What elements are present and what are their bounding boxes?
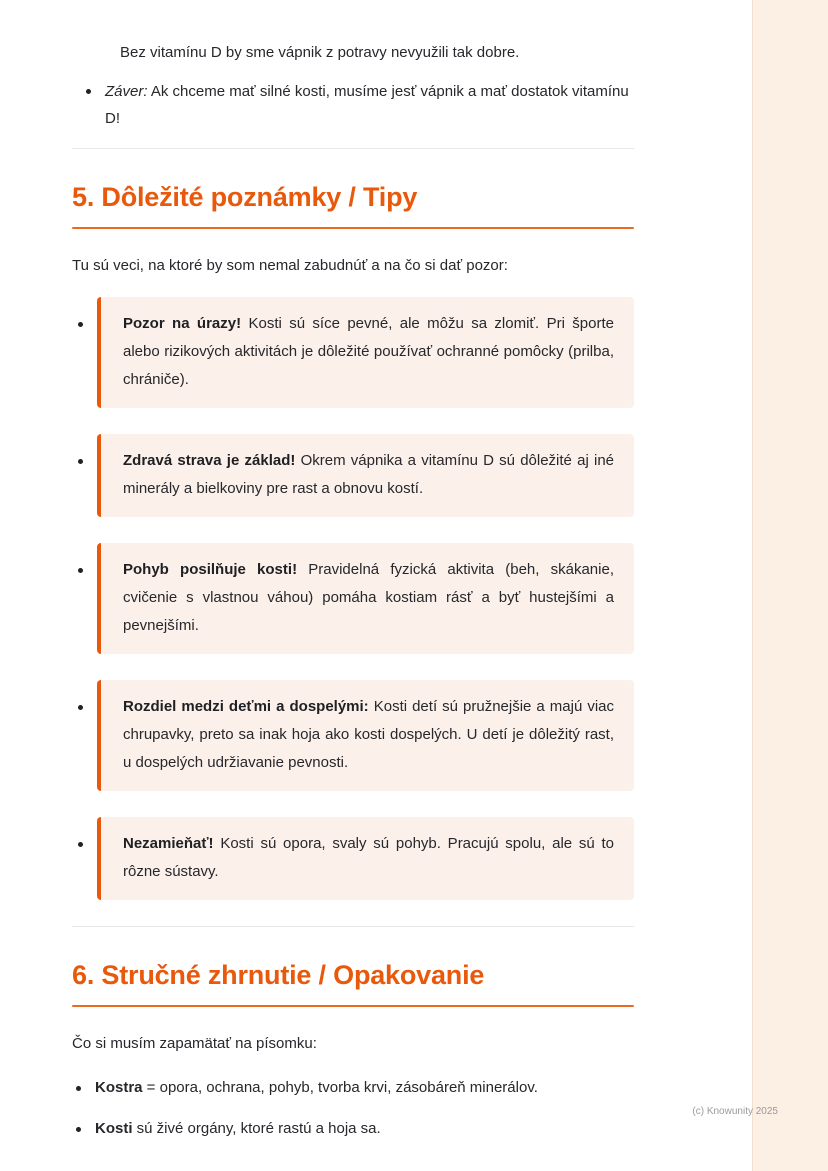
tip-callout — [97, 817, 634, 900]
bullet-dot-icon — [72, 297, 97, 408]
section6-title: 6. Stručné zhrnutie / Opakovanie — [72, 960, 485, 990]
bullet-dot-icon — [72, 817, 97, 900]
summary-bold: Kosti — [95, 1120, 133, 1137]
tip-bold: Zdravá strava je základ! — [123, 452, 296, 469]
bullet-dot-icon — [76, 1116, 95, 1142]
tip-bold: Pohyb posilňuje kosti! — [123, 561, 298, 578]
summary-bold: Kostra — [95, 1079, 143, 1096]
tip-callout — [97, 434, 634, 517]
tip-callout — [97, 297, 634, 408]
intro-bullet-item — [72, 78, 634, 132]
section-divider — [72, 148, 634, 149]
tip-body: Pravidelná fyzická aktivita (beh, skákanie, cvičenie s vlastnou váhou) pomáha kostiam rásť a byť hustejšími a pevnejšími. — [123, 561, 614, 634]
tip-callout — [97, 543, 634, 654]
intro-continuation-line: Bez vitamínu D by sme vápnik z potravy nevyužili tak dobre. — [120, 44, 520, 61]
section-divider — [72, 926, 634, 927]
section5-title-underline — [72, 227, 634, 229]
tip-item — [72, 680, 634, 791]
summary-bullet-item — [72, 1075, 634, 1101]
tip-callout — [97, 680, 634, 791]
intro-bullet-text — [105, 78, 634, 132]
document-page — [72, 40, 634, 1157]
section5-title: 5. Dôležité poznámky / Tipy — [72, 182, 418, 212]
footer-credit: (c) Knowunity 2025 — [692, 1106, 778, 1117]
tip-text — [123, 830, 614, 886]
bullet-dot-icon — [76, 1075, 95, 1101]
tip-text — [123, 447, 614, 503]
summary-text — [95, 1116, 381, 1142]
tip-body: Kosti sú opora, svaly sú pohyb. Pracujú spolu, ale sú to rôzne sústavy. — [123, 835, 614, 880]
summary-text — [95, 1075, 538, 1101]
tip-body: Kosti detí sú pružnejšie a majú viac chrupavky, preto sa inak hoja ako kosti dospelých. U detí je dôležitý rast, u dospelých udržiavanie pevnosti. — [123, 698, 614, 771]
tip-item — [72, 817, 634, 900]
summary-body: sú živé orgány, ktoré rastú a hoja sa. — [132, 1120, 381, 1137]
summary-bullet-item — [72, 1116, 634, 1142]
bullet-dot-icon — [72, 680, 97, 791]
intro-bullet-label: Záver: — [105, 83, 148, 100]
bullet-dot-icon — [72, 434, 97, 517]
tip-bold: Nezamieňať! — [123, 835, 214, 852]
right-background-strip — [752, 0, 828, 1171]
tip-text — [123, 556, 614, 640]
tip-bold: Pozor na úrazy! — [123, 315, 242, 332]
tip-item — [72, 297, 634, 408]
bullet-dot-icon — [86, 78, 105, 132]
tip-body: Okrem vápnika a vitamínu D sú dôležité aj iné minerály a bielkoviny pre rast a obnovu kostí. — [123, 452, 615, 497]
intro-bullet-body: Ak chceme mať silné kosti, musíme jesť vápnik a mať dostatok vitamínu D! — [105, 83, 629, 127]
section5-lead: Tu sú veci, na ktoré by som nemal zabudnúť a na čo si dať pozor: — [72, 257, 508, 274]
summary-body: = opora, ochrana, pohyb, tvorba krvi, zásobáreň minerálov. — [142, 1079, 538, 1096]
tip-text — [123, 310, 614, 394]
tip-body: Kosti sú síce pevné, ale môžu sa zlomiť. Pri športe alebo rizikových aktivitách je dôležité používať ochranné pomôcky (prilba, chrániče). — [123, 315, 614, 388]
tip-bold: Rozdiel medzi deťmi a dospelými: — [123, 698, 369, 715]
section6-lead: Čo si musím zapamätať na písomku: — [72, 1035, 317, 1052]
tip-item — [72, 543, 634, 654]
tip-item — [72, 434, 634, 517]
tips-list — [72, 297, 634, 900]
bullet-dot-icon — [72, 543, 97, 654]
tip-text — [123, 693, 614, 777]
section6-title-underline — [72, 1005, 634, 1007]
